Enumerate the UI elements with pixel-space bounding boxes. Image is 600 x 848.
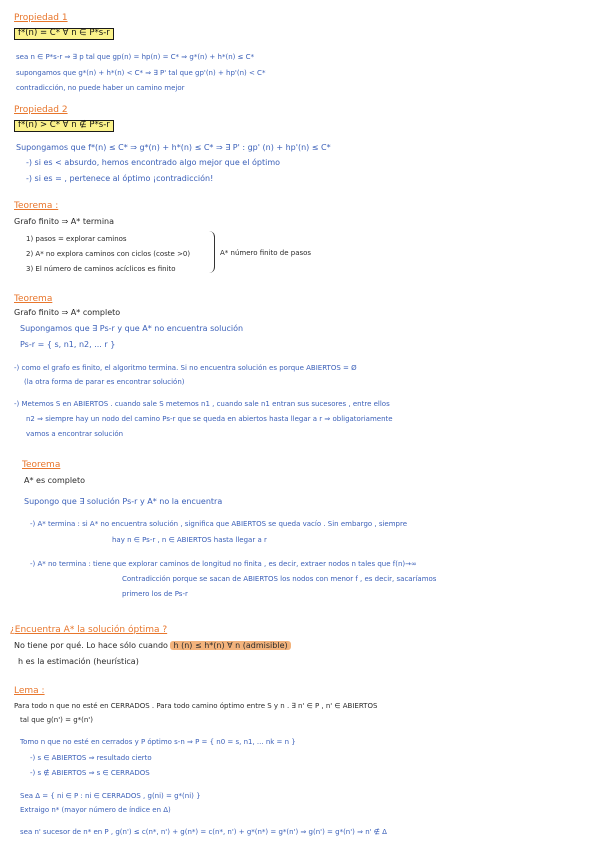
teo3-title: Teorema bbox=[22, 460, 61, 470]
prop2-title: Propiedad 2 bbox=[14, 105, 68, 115]
teo1-item: 2) A* no explora caminos con ciclos (coste >0) bbox=[26, 250, 191, 258]
optimo-line bbox=[14, 641, 291, 650]
lema-proof: Tomo n que no esté en cerrados y P óptimo s-n ⇒ P = { n0 = s, n1, ... nk = n } bbox=[20, 738, 296, 746]
prop2-line: -) si es = , pertenece al óptimo ¡contradicción! bbox=[26, 174, 214, 183]
lema-title: Lema : bbox=[14, 686, 45, 696]
lema-proof: -) s ∈ ABIERTOS ⇒ resultado cierto bbox=[30, 754, 152, 762]
prop1-title: Propiedad 1 bbox=[14, 13, 68, 23]
teo2-line: (la otra forma de parar es encontrar solución) bbox=[24, 378, 185, 386]
prop1-line: sea n ∈ P*s-r ⇒ ∃ p tal que gp(n) = hp(n) = C* ⇒ g*(n) + h*(n) ≤ C* bbox=[16, 53, 255, 61]
prop1-line: supongamos que g*(n) + h*(n) < C* ⇒ ∃ P' tal que gp'(n) + hp'(n) < C* bbox=[16, 69, 266, 77]
prop1-line: contradicción, no puede haber un camino mejor bbox=[16, 84, 185, 92]
teo2-line: vamos a encontrar solución bbox=[26, 430, 124, 438]
brace bbox=[208, 231, 215, 273]
teo2-line: n2 ⇒ siempre hay un nodo del camino Ps-r que se queda en abiertos hasta llegar a r ⇒ obligatoriamente bbox=[26, 415, 393, 423]
optimo-text: No tiene por qué. Lo hace sólo cuando bbox=[14, 641, 168, 650]
teo3-head: A* es completo bbox=[24, 476, 85, 485]
prop1-box: f*(n) = C* ∀ n ∈ P*s-r bbox=[14, 28, 114, 40]
teo3-line: primero los de Ps-r bbox=[122, 590, 188, 598]
teo3-line: Supongo que ∃ solución Ps-r y A* no la encuentra bbox=[24, 497, 223, 506]
lema-proof: sea n' sucesor de n* en P , g(n') ≤ c(n*, n') + g(n*) = c(n*, n') + g*(n*) = g*(n') ⇒ g(n') = g*(n') ⇒ n' ∉ Δ bbox=[20, 828, 387, 836]
teo2-head: Grafo finito ⇒ A* completo bbox=[14, 308, 121, 317]
optimo-line: h es la estimación (heurística) bbox=[18, 657, 139, 666]
teo2-line: -) como el grafo es finito, el algoritmo termina. Si no encuentra solución es porque ABIERTOS = Ø bbox=[14, 364, 357, 372]
lema-proof: Sea Δ = { ni ∈ P : ni ∈ CERRADOS , g(ni) = g*(ni) } bbox=[20, 792, 201, 800]
teo1-item: 1) pasos = explorar caminos bbox=[26, 235, 127, 243]
teo1-item: 3) El número de caminos acíclicos es finito bbox=[26, 265, 176, 273]
teo1-title: Teorema : bbox=[14, 201, 59, 211]
prop2-line: -) si es < absurdo, hemos encontrado algo mejor que el óptimo bbox=[26, 158, 281, 167]
teo1-brace-text: A* número finito de pasos bbox=[220, 249, 312, 257]
teo2-line: Ps-r = { s, n1, n2, ... r } bbox=[20, 340, 116, 349]
teo2-line: -) Metemos S en ABIERTOS . cuando sale S metemos n1 , cuando sale n1 entran sus sucesores , entre ellos bbox=[14, 400, 390, 408]
teo3-line: -) A* termina : si A* no encuentra solución , significa que ABIERTOS se queda vacío . Sin embargo , siempre bbox=[30, 520, 408, 528]
teo3-line: hay n ∈ Ps-r , n ∈ ABIERTOS hasta llegar a r bbox=[112, 536, 267, 544]
optimo-title: ¿Encuentra A* la solución óptima ? bbox=[10, 625, 168, 635]
admisible-highlight: h (n) ≤ h*(n) ∀ n (admisible) bbox=[170, 641, 290, 650]
teo2-line: Supongamos que ∃ Ps-r y que A* no encuentra solución bbox=[20, 324, 244, 333]
prop2-box: f*(n) > C* ∀ n ∉ P*s-r bbox=[14, 120, 114, 132]
lema-line: tal que g(n') = g*(n') bbox=[20, 716, 93, 724]
teo2-title: Teorema bbox=[14, 294, 53, 304]
prop2-line: Supongamos que f*(n) ≤ C* ⇒ g*(n) + h*(n) ≤ C* ⇒ ∃ P' : gp' (n) + hp'(n) ≤ C* bbox=[16, 143, 331, 152]
lema-proof: -) s ∉ ABIERTOS ⇒ s ∈ CERRADOS bbox=[30, 769, 150, 777]
teo1-head: Grafo finito ⇒ A* termina bbox=[14, 217, 115, 226]
teo3-line: -) A* no termina : tiene que explorar caminos de longitud no finita , es decir, extraer nodos n tales que f(n)→∞ bbox=[30, 560, 417, 568]
teo3-line: Contradicción porque se sacan de ABIERTOS los nodos con menor f , es decir, sacaríamos bbox=[122, 575, 437, 583]
lema-proof: Extraigo n* (mayor número de índice en Δ) bbox=[20, 806, 171, 814]
lema-line: Para todo n que no esté en CERRADOS . Para todo camino óptimo entre S y n . ∃ n' ∈ P , n' ∈ ABIERTOS bbox=[14, 702, 378, 710]
